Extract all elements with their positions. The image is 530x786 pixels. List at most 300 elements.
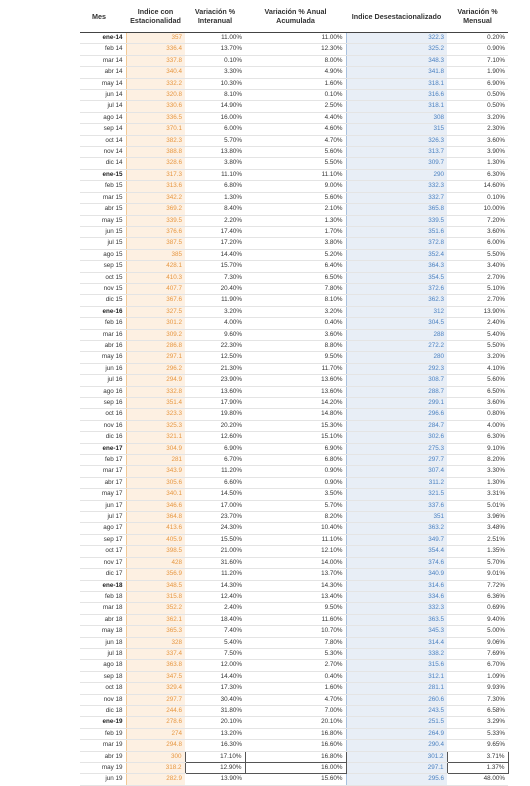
table-row: [80, 546, 508, 557]
header-desest: Indice Desestacionalizado: [346, 0, 447, 33]
cell-acumulada: 13.60%: [245, 386, 346, 397]
cell-interanual: 17.20%: [185, 238, 245, 249]
cell-desest: 280: [346, 352, 447, 363]
header-mensual: Variación % Mensual: [447, 0, 508, 33]
cell-mes: jul 16: [80, 375, 126, 386]
cell-mensual: 3.20%: [447, 112, 508, 123]
cell-acumulada: 10.40%: [245, 523, 346, 534]
cell-acumulada: 4.60%: [245, 124, 346, 135]
cell-mes: ago 18: [80, 660, 126, 671]
cell-mensual: 5.00%: [447, 626, 508, 637]
cell-desest: 321.5: [346, 489, 447, 500]
cell-mes: may 14: [80, 78, 126, 89]
cell-desest: 364.3: [346, 261, 447, 272]
cell-mes: sep 17: [80, 534, 126, 545]
cell-interanual: 18.40%: [185, 614, 245, 625]
cell-mes: nov 18: [80, 694, 126, 705]
cell-interanual: 15.70%: [185, 261, 245, 272]
cell-acumulada: 0.40%: [245, 318, 346, 329]
cell-acumulada: 1.60%: [245, 683, 346, 694]
table-row: [80, 44, 508, 55]
cell-interanual: 11.20%: [185, 569, 245, 580]
cell-mensual: 13.90%: [447, 306, 508, 317]
cell-desest: 374.6: [346, 557, 447, 568]
cell-mes: abr 18: [80, 614, 126, 625]
cell-mensual: 6.30%: [447, 432, 508, 443]
table-row: [80, 204, 508, 215]
table-row: [80, 660, 508, 671]
cell-original: 286.8: [126, 340, 185, 351]
cell-mensual: 9.65%: [447, 740, 508, 751]
cell-interanual: 14.40%: [185, 249, 245, 260]
cell-mensual: 9.06%: [447, 637, 508, 648]
table-row: [80, 512, 508, 523]
cell-original: 336.4: [126, 44, 185, 55]
cell-desest: 315: [346, 124, 447, 135]
table-row: [80, 101, 508, 112]
table-row: [80, 283, 508, 294]
cell-original: 363.8: [126, 660, 185, 671]
cell-desest: 332.3: [346, 603, 447, 614]
table-body: [80, 33, 508, 786]
cell-mensual: 7.10%: [447, 55, 508, 66]
cell-mes: mar 17: [80, 466, 126, 477]
cell-mensual: 3.90%: [447, 147, 508, 158]
cell-desest: 325.2: [346, 44, 447, 55]
cell-mensual: 7.30%: [447, 694, 508, 705]
cell-original: 315.8: [126, 591, 185, 602]
cell-original: 337.8: [126, 55, 185, 66]
cell-interanual: 5.40%: [185, 637, 245, 648]
cell-mensual: 10.00%: [447, 204, 508, 215]
cell-interanual: 13.20%: [185, 728, 245, 739]
cell-mes: sep 15: [80, 261, 126, 272]
table-row: [80, 580, 508, 591]
cell-mensual: 1.35%: [447, 546, 508, 557]
cell-interanual: 6.70%: [185, 455, 245, 466]
cell-original: 410.3: [126, 272, 185, 283]
cell-original: 364.8: [126, 512, 185, 523]
cell-mensual: 0.10%: [447, 192, 508, 203]
cell-mensual: 6.58%: [447, 705, 508, 716]
cell-desest: 372.6: [346, 283, 447, 294]
cell-interanual: 16.00%: [185, 112, 245, 123]
cell-desest: 314.4: [346, 637, 447, 648]
cell-interanual: 14.40%: [185, 671, 245, 682]
cell-desest: 243.5: [346, 705, 447, 716]
cell-interanual: 31.60%: [185, 557, 245, 568]
cell-desest: 363.2: [346, 523, 447, 534]
cell-mensual: 0.80%: [447, 409, 508, 420]
cell-desest: 338.2: [346, 648, 447, 659]
cell-mes: abr 17: [80, 477, 126, 488]
cell-desest: 311.2: [346, 477, 447, 488]
cell-mes: ene-14: [80, 33, 126, 44]
cell-mensual: 7.72%: [447, 580, 508, 591]
cell-mensual: 9.10%: [447, 443, 508, 454]
cell-acumulada: 5.30%: [245, 648, 346, 659]
cell-mes: feb 17: [80, 455, 126, 466]
cell-acumulada: 7.80%: [245, 637, 346, 648]
cell-mensual: 7.20%: [447, 215, 508, 226]
cell-desest: 312: [346, 306, 447, 317]
cell-desest: 308: [346, 112, 447, 123]
cell-original: 325.3: [126, 420, 185, 431]
cell-interanual: 8.40%: [185, 204, 245, 215]
cell-interanual: 13.90%: [185, 774, 245, 785]
cell-original: 282.9: [126, 774, 185, 785]
cell-interanual: 3.80%: [185, 158, 245, 169]
cell-original: 387.5: [126, 238, 185, 249]
cell-acumulada: 3.20%: [245, 306, 346, 317]
table-row: [80, 717, 508, 728]
table-row: [80, 272, 508, 283]
cell-original: 340.1: [126, 489, 185, 500]
cell-mes: ene-18: [80, 580, 126, 591]
cell-desest: 307.4: [346, 466, 447, 477]
cell-desest: 301.2: [346, 751, 447, 762]
cell-desest: 354.4: [346, 546, 447, 557]
cell-mensual: 7.69%: [447, 648, 508, 659]
cell-original: 347.5: [126, 671, 185, 682]
cell-acumulada: 4.90%: [245, 67, 346, 78]
table-row: [80, 409, 508, 420]
cell-mensual: 1.90%: [447, 67, 508, 78]
cell-desest: 334.6: [346, 591, 447, 602]
cell-mensual: 2.70%: [447, 272, 508, 283]
cell-interanual: 6.00%: [185, 124, 245, 135]
cell-mes: nov 14: [80, 147, 126, 158]
cell-interanual: 12.50%: [185, 352, 245, 363]
table-row: [80, 694, 508, 705]
cell-mes: jun 17: [80, 500, 126, 511]
cell-acumulada: 5.60%: [245, 192, 346, 203]
cell-desest: 292.3: [346, 363, 447, 374]
cell-interanual: 5.70%: [185, 135, 245, 146]
cell-interanual: 9.60%: [185, 329, 245, 340]
table-row: [80, 340, 508, 351]
cell-original: 343.9: [126, 466, 185, 477]
cell-original: 362.1: [126, 614, 185, 625]
table-row: [80, 443, 508, 454]
cell-acumulada: 6.50%: [245, 272, 346, 283]
table-row: [80, 147, 508, 158]
cell-original: 328.6: [126, 158, 185, 169]
table-row: [80, 728, 508, 739]
cell-interanual: 24.30%: [185, 523, 245, 534]
cell-mes: may 18: [80, 626, 126, 637]
cell-acumulada: 0.90%: [245, 477, 346, 488]
cell-mes: mar 18: [80, 603, 126, 614]
table-row: [80, 740, 508, 751]
table-row: [80, 763, 508, 774]
cell-mensual: 3.60%: [447, 135, 508, 146]
cell-interanual: 11.90%: [185, 295, 245, 306]
cell-mensual: 5.50%: [447, 249, 508, 260]
cell-mensual: 9.40%: [447, 614, 508, 625]
cell-mes: may 19: [80, 763, 126, 774]
table-row: [80, 55, 508, 66]
cell-original: 342.2: [126, 192, 185, 203]
cell-desest: 365.8: [346, 204, 447, 215]
cell-desest: 290.4: [346, 740, 447, 751]
cell-desest: 313.7: [346, 147, 447, 158]
cell-mes: mar 16: [80, 329, 126, 340]
cell-acumulada: 5.70%: [245, 500, 346, 511]
cell-original: 296.2: [126, 363, 185, 374]
cell-interanual: 17.00%: [185, 500, 245, 511]
table-row: [80, 158, 508, 169]
cell-original: 297.1: [126, 352, 185, 363]
cell-interanual: 31.80%: [185, 705, 245, 716]
cell-mensual: 6.70%: [447, 660, 508, 671]
table-row: [80, 420, 508, 431]
cell-interanual: 15.50%: [185, 534, 245, 545]
cell-interanual: 14.30%: [185, 580, 245, 591]
cell-acumulada: 12.10%: [245, 546, 346, 557]
cell-interanual: 20.20%: [185, 420, 245, 431]
cell-mes: dic 14: [80, 158, 126, 169]
table-row: [80, 329, 508, 340]
cell-original: 428: [126, 557, 185, 568]
cell-acumulada: 4.70%: [245, 694, 346, 705]
cell-interanual: 2.20%: [185, 215, 245, 226]
table-row: [80, 124, 508, 135]
cell-desest: 341.8: [346, 67, 447, 78]
cell-mes: jun 16: [80, 363, 126, 374]
cell-mensual: 1.37%: [447, 763, 508, 774]
cell-original: 281: [126, 455, 185, 466]
cell-desest: 352.4: [346, 249, 447, 260]
cell-desest: 363.5: [346, 614, 447, 625]
cell-interanual: 7.40%: [185, 626, 245, 637]
table-row: [80, 626, 508, 637]
table-row: [80, 534, 508, 545]
cell-desest: 316.6: [346, 90, 447, 101]
cell-mes: oct 17: [80, 546, 126, 557]
table-row: [80, 67, 508, 78]
cell-acumulada: 12.30%: [245, 44, 346, 55]
cell-desest: 339.5: [346, 215, 447, 226]
cell-acumulada: 13.60%: [245, 375, 346, 386]
table-row: [80, 249, 508, 260]
cell-original: 367.6: [126, 295, 185, 306]
cell-interanual: 12.00%: [185, 660, 245, 671]
cell-acumulada: 10.70%: [245, 626, 346, 637]
header-acumulada: Variación % Anual Acumulada: [245, 0, 346, 33]
table-row: [80, 226, 508, 237]
cell-original: 340.4: [126, 67, 185, 78]
cell-original: 297.7: [126, 694, 185, 705]
cell-mes: may 16: [80, 352, 126, 363]
cell-original: 357: [126, 33, 185, 44]
cell-mes: mar 14: [80, 55, 126, 66]
cell-mes: ene-16: [80, 306, 126, 317]
cell-acumulada: 2.10%: [245, 204, 346, 215]
cell-mes: jun 18: [80, 637, 126, 648]
cell-mensual: 9.01%: [447, 569, 508, 580]
table-row: [80, 192, 508, 203]
cell-original: 339.5: [126, 215, 185, 226]
cell-mensual: 2.51%: [447, 534, 508, 545]
header-original: Indice con Estacionalidad: [126, 0, 185, 33]
cell-original: 327.5: [126, 306, 185, 317]
cell-mes: oct 16: [80, 409, 126, 420]
cell-mes: sep 18: [80, 671, 126, 682]
cell-mes: dic 15: [80, 295, 126, 306]
table-row: [80, 569, 508, 580]
cell-mes: feb 16: [80, 318, 126, 329]
cell-mensual: 3.71%: [447, 751, 508, 762]
cell-interanual: 22.30%: [185, 340, 245, 351]
cell-original: 370.1: [126, 124, 185, 135]
cell-mes: oct 18: [80, 683, 126, 694]
cell-original: 369.2: [126, 204, 185, 215]
table-row: [80, 614, 508, 625]
cell-mes: jun 15: [80, 226, 126, 237]
cell-mensual: 5.40%: [447, 329, 508, 340]
cell-mensual: 3.48%: [447, 523, 508, 534]
cell-original: 351.4: [126, 398, 185, 409]
cell-acumulada: 15.60%: [245, 774, 346, 785]
table-row: [80, 523, 508, 534]
cell-desest: 297.7: [346, 455, 447, 466]
cell-original: 348.5: [126, 580, 185, 591]
cell-desest: 318.1: [346, 78, 447, 89]
cell-mes: jun 14: [80, 90, 126, 101]
cell-interanual: 6.80%: [185, 181, 245, 192]
cell-desest: 314.6: [346, 580, 447, 591]
cell-interanual: 17.10%: [185, 751, 245, 762]
cell-desest: 326.3: [346, 135, 447, 146]
cell-acumulada: 1.30%: [245, 215, 346, 226]
cell-acumulada: 1.60%: [245, 78, 346, 89]
cell-mensual: 0.50%: [447, 101, 508, 112]
table-row: [80, 215, 508, 226]
table-row: [80, 398, 508, 409]
cell-mes: sep 16: [80, 398, 126, 409]
cell-interanual: 20.10%: [185, 717, 245, 728]
cell-interanual: 23.90%: [185, 375, 245, 386]
table-row: [80, 671, 508, 682]
cell-desest: 288: [346, 329, 447, 340]
cell-mes: ene-15: [80, 169, 126, 180]
cell-original: 398.5: [126, 546, 185, 557]
cell-desest: 275.3: [346, 443, 447, 454]
cell-acumulada: 6.80%: [245, 455, 346, 466]
cell-mes: mar 15: [80, 192, 126, 203]
cell-acumulada: 11.00%: [245, 33, 346, 44]
cell-mes: jul 14: [80, 101, 126, 112]
cell-interanual: 19.80%: [185, 409, 245, 420]
cell-acumulada: 13.40%: [245, 591, 346, 602]
cell-interanual: 23.70%: [185, 512, 245, 523]
cell-acumulada: 15.10%: [245, 432, 346, 443]
cell-interanual: 11.20%: [185, 466, 245, 477]
cell-acumulada: 3.80%: [245, 238, 346, 249]
cell-original: 244.6: [126, 705, 185, 716]
table-row: [80, 33, 508, 44]
cell-original: 278.6: [126, 717, 185, 728]
table-row: [80, 375, 508, 386]
cell-mes: sep 14: [80, 124, 126, 135]
cell-mensual: 3.30%: [447, 466, 508, 477]
cell-acumulada: 14.30%: [245, 580, 346, 591]
cell-mensual: 5.50%: [447, 340, 508, 351]
cell-interanual: 11.10%: [185, 169, 245, 180]
cell-mes: dic 17: [80, 569, 126, 580]
cell-interanual: 7.50%: [185, 648, 245, 659]
cell-acumulada: 11.60%: [245, 614, 346, 625]
cell-mes: abr 14: [80, 67, 126, 78]
cell-original: 321.1: [126, 432, 185, 443]
cell-mes: feb 19: [80, 728, 126, 739]
cell-acumulada: 16.80%: [245, 751, 346, 762]
table-row: [80, 352, 508, 363]
cell-acumulada: 9.50%: [245, 603, 346, 614]
table-row: [80, 603, 508, 614]
cell-original: 304.9: [126, 443, 185, 454]
cell-original: 356.9: [126, 569, 185, 580]
cell-acumulada: 14.20%: [245, 398, 346, 409]
cell-acumulada: 9.50%: [245, 352, 346, 363]
cell-mensual: 48.00%: [447, 774, 508, 785]
data-table: [80, 0, 509, 786]
cell-interanual: 6.90%: [185, 443, 245, 454]
cell-mes: oct 14: [80, 135, 126, 146]
cell-desest: 297.1: [346, 763, 447, 774]
cell-original: 305.6: [126, 477, 185, 488]
cell-mensual: 6.50%: [447, 386, 508, 397]
cell-desest: 296.6: [346, 409, 447, 420]
cell-interanual: 17.30%: [185, 683, 245, 694]
cell-mes: nov 16: [80, 420, 126, 431]
cell-interanual: 0.10%: [185, 55, 245, 66]
cell-acumulada: 16.60%: [245, 740, 346, 751]
cell-mes: dic 16: [80, 432, 126, 443]
cell-interanual: 1.30%: [185, 192, 245, 203]
cell-acumulada: 16.00%: [245, 763, 346, 774]
cell-acumulada: 5.50%: [245, 158, 346, 169]
cell-mes: abr 16: [80, 340, 126, 351]
table-row: [80, 78, 508, 89]
cell-desest: 309.7: [346, 158, 447, 169]
cell-mensual: 5.10%: [447, 283, 508, 294]
cell-acumulada: 2.50%: [245, 101, 346, 112]
cell-mensual: 2.40%: [447, 318, 508, 329]
cell-original: 352.2: [126, 603, 185, 614]
cell-original: 329.4: [126, 683, 185, 694]
cell-interanual: 10.30%: [185, 78, 245, 89]
cell-acumulada: 1.70%: [245, 226, 346, 237]
cell-interanual: 7.30%: [185, 272, 245, 283]
cell-desest: 315.6: [346, 660, 447, 671]
cell-acumulada: 7.00%: [245, 705, 346, 716]
cell-desest: 349.7: [346, 534, 447, 545]
cell-original: 376.6: [126, 226, 185, 237]
cell-original: 313.6: [126, 181, 185, 192]
cell-acumulada: 8.80%: [245, 340, 346, 351]
cell-acumulada: 2.70%: [245, 660, 346, 671]
cell-original: 405.9: [126, 534, 185, 545]
cell-desest: 348.3: [346, 55, 447, 66]
cell-desest: 308.7: [346, 375, 447, 386]
cell-mensual: 6.30%: [447, 169, 508, 180]
cell-mes: mar 19: [80, 740, 126, 751]
table-row: [80, 295, 508, 306]
table-row: [80, 169, 508, 180]
cell-acumulada: 0.90%: [245, 466, 346, 477]
